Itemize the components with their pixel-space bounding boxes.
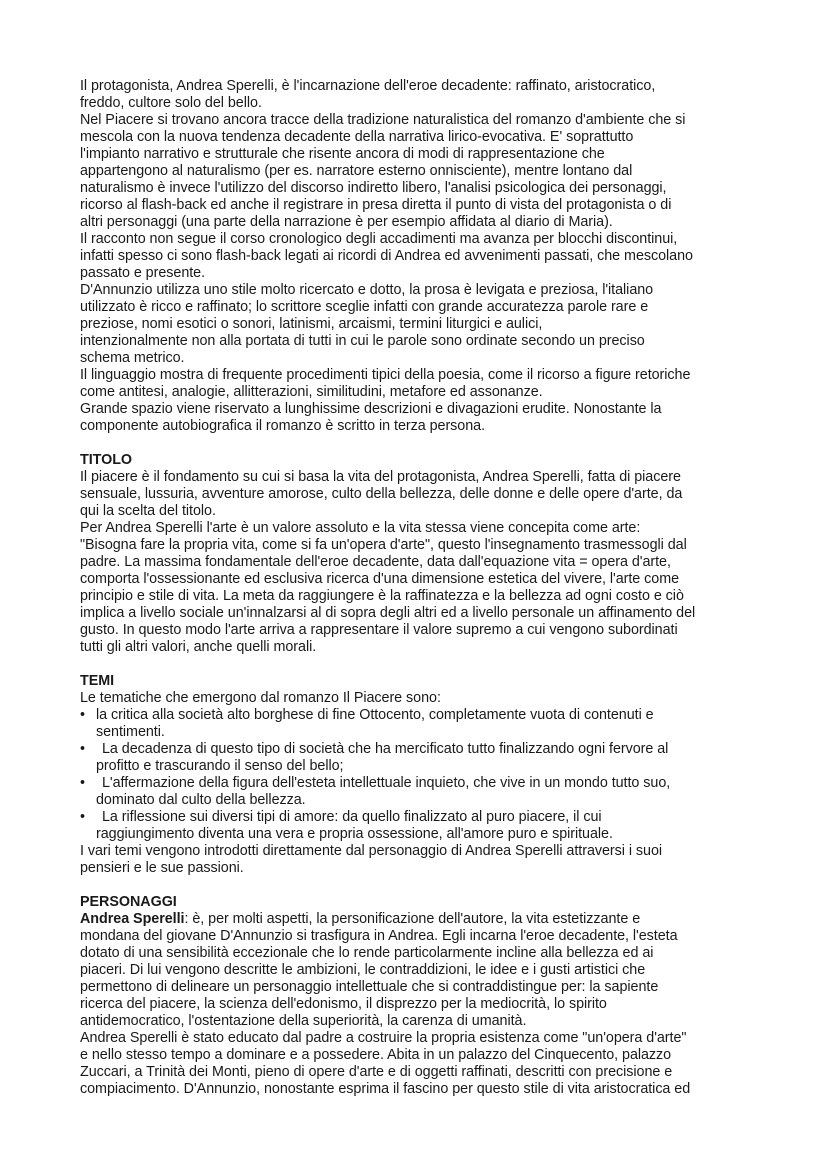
personaggi-line: Zuccari, a Trinità dei Monti, pieno di opere d'arte e di oggetti raffinati, descritti con precisione e <box>80 1064 673 1080</box>
intro-line: freddo, cultore solo del bello. <box>80 95 262 111</box>
titolo-line: Per Andrea Sperelli l'arte è un valore assoluto e la vita stessa viene concepita come arte: <box>80 520 641 536</box>
intro-line: naturalismo è invece l'utilizzo del discorso indiretto libero, l'analisi psicologica dei personaggi, <box>80 180 667 196</box>
bullet-icon: • <box>80 775 85 791</box>
intro-line: Nel Piacere si trovano ancora tracce della tradizione naturalistica del romanzo d'ambiente che si <box>80 112 686 128</box>
titolo-line: principio e stile di vita. La meta da raggiungere è la raffinatezza e la bellezza ad ogni costo e ciò <box>80 588 684 604</box>
document-page <box>80 78 756 1098</box>
bullet-text: La riflessione sui diversi tipi di amore: da quello finalizzato al puro piacere, il cui <box>102 809 602 825</box>
bullet-text: La decadenza di questo tipo di società che ha mercificato tutto finalizzando ogni fervore al <box>102 741 669 757</box>
intro-line: Il protagonista, Andrea Sperelli, è l'incarnazione dell'eroe decadente: raffinato, aristocratico, <box>80 78 656 94</box>
section-heading-temi: TEMI <box>80 673 115 689</box>
character-description: : è, per molti aspetti, la personificazione dell'autore, la vita estetizzante e <box>184 911 641 927</box>
titolo-line: implica a livello sociale un'innalzarsi al di sopra degli altri ed a livello personale un affinamento del <box>80 605 696 621</box>
titolo-line: gusto. In questo modo l'arte arriva a rappresentare il valore supremo a cui vengono subordinati <box>80 622 678 638</box>
bullet-text: sentimenti. <box>96 724 165 740</box>
section-spacer <box>80 877 756 894</box>
personaggi-line: Andrea Sperelli è stato educato dal padre a costruire la propria esistenza come "un'opera d'arte" <box>80 1030 687 1046</box>
personaggi-line <box>80 911 756 928</box>
temi-section <box>80 673 756 877</box>
intro-line: l'impianto narrativo e strutturale che risente ancora di modi di rappresentazione che <box>80 146 605 162</box>
intro-line: D'Annunzio utilizza uno stile molto ricercato e dotto, la prosa è levigata e preziosa, l'italiano <box>80 282 654 298</box>
personaggi-line: compiacimento. D'Annunzio, nonostante esprima il fascino per questo stile di vita aristocratica ed <box>80 1081 691 1097</box>
section-spacer <box>80 435 756 452</box>
intro-line: infatti spesso ci sono flash-back legati ai ricordi di Andrea ed avvenimenti passati, che mescolano <box>80 248 693 264</box>
section-heading-titolo: TITOLO <box>80 452 133 468</box>
personaggi-line: permettono di delineare un personaggio intellettuale che si contraddistingue per: la sapiente <box>80 979 659 995</box>
temi-outro: pensieri e le sue passioni. <box>80 860 244 876</box>
temi-intro: Le tematiche che emergono dal romanzo Il Piacere sono: <box>80 690 441 706</box>
personaggi-section <box>80 894 756 1098</box>
titolo-line: comporta l'ossessionante ed esclusiva ricerca d'una dimensione estetica del vivere, l'arte come <box>80 571 680 587</box>
intro-line: componente autobiografica il romanzo è scritto in terza persona. <box>80 418 486 434</box>
bullet-icon: • <box>80 809 85 825</box>
character-name: Andrea Sperelli <box>80 911 185 927</box>
intro-line: passato e presente. <box>80 265 206 281</box>
personaggi-line: e nello stesso tempo a dominare e a possedere. Abita in un palazzo del Cinquecento, palazzo <box>80 1047 672 1063</box>
bullet-text: raggiungimento diventa una vera e propria ossessione, all'amore puro e spirituale. <box>96 826 613 842</box>
titolo-line: padre. La massima fondamentale dell'eroe decadente, data dall'equazione vita = opera d'arte, <box>80 554 671 570</box>
section-spacer <box>80 656 756 673</box>
list-item <box>80 809 756 843</box>
list-item <box>80 707 756 741</box>
personaggi-line: ricerca del piacere, la scienza dell'edonismo, il disprezzo per la mediocrità, lo spirito <box>80 996 607 1012</box>
bullet-text: L'affermazione della figura dell'esteta intellettuale inquieto, che vive in un mondo tutto suo, <box>102 775 671 791</box>
personaggi-line: mondana del giovane D'Annunzio si trasfigura in Andrea. Egli incarna l'eroe decadente, l'esteta <box>80 928 678 944</box>
section-heading-personaggi: PERSONAGGI <box>80 894 177 910</box>
intro-line: altri personaggi (una parte della narrazione è per esempio affidata al diario di Maria). <box>80 214 613 230</box>
bullet-text: dominato dal culto della bellezza. <box>96 792 306 808</box>
temi-outro: I vari temi vengono introdotti direttamente dal personaggio di Andrea Sperelli attraversi i suoi <box>80 843 663 859</box>
personaggi-line: piaceri. Di lui vengono descritte le ambizioni, le contraddizioni, le idee e i gusti artistici che <box>80 962 646 978</box>
intro-line: Il racconto non segue il corso cronologico degli accadimenti ma avanza per blocchi discontinui, <box>80 231 678 247</box>
intro-line: Grande spazio viene riservato a lunghissime descrizioni e divagazioni erudite. Nonostante la <box>80 401 662 417</box>
titolo-line: "Bisogna fare la propria vita, come si fa un'opera d'arte", questo l'insegnamento trasmessogli dal <box>80 537 687 553</box>
bullet-text: profitto e trascurando il senso del bello; <box>96 758 344 774</box>
bullet-text: la critica alla società alto borghese di fine Ottocento, completamente vuota di contenuti e <box>96 707 654 723</box>
titolo-line: Il piacere è il fondamento su cui si basa la vita del protagonista, Andrea Sperelli, fatta di piacere <box>80 469 681 485</box>
titolo-line: qui la scelta del titolo. <box>80 503 216 519</box>
intro-line: utilizzato è ricco e raffinato; lo scrittore sceglie infatti con grande accuratezza parole rare e <box>80 299 649 315</box>
list-item <box>80 775 756 809</box>
titolo-line: tutti gli altri valori, anche quelli morali. <box>80 639 317 655</box>
list-item <box>80 741 756 775</box>
intro-line: mescola con la nuova tendenza decadente della narrativa lirico-evocativa. E' soprattutto <box>80 129 634 145</box>
titolo-line: sensuale, lussuria, avventure amorose, culto della bellezza, delle donne e delle opere d'arte, da <box>80 486 683 502</box>
intro-line: Il linguaggio mostra di frequente procedimenti tipici della poesia, come il ricorso a figure retoriche <box>80 367 691 383</box>
intro-line: schema metrico. <box>80 350 185 366</box>
intro-line: appartengono al naturalismo (per es. narratore esterno onnisciente), mentre lontano dal <box>80 163 633 179</box>
bullet-icon: • <box>80 741 85 757</box>
intro-line: ricorso al flash-back ed anche il registrare in presa diretta il punto di vista del protagonista o di <box>80 197 672 213</box>
personaggi-line: dotato di una sensibilità eccezionale che lo rende particolarmente incline alla bellezza ed ai <box>80 945 654 961</box>
personaggi-line: antidemocratico, l'ostentazione della superiorità, la carenza di umanità. <box>80 1013 527 1029</box>
titolo-section <box>80 452 756 656</box>
intro-line: intenzionalmente non alla portata di tutti in cui le parole sono ordinate secondo un preciso <box>80 333 645 349</box>
intro-line: preziose, nomi esotici o sonori, latinismi, arcaismi, termini liturgici e aulici, <box>80 316 543 332</box>
intro-line: come antitesi, analogie, allitterazioni, similitudini, metafore ed assonanze. <box>80 384 543 400</box>
intro-section <box>80 78 756 435</box>
bullet-icon: • <box>80 707 85 723</box>
